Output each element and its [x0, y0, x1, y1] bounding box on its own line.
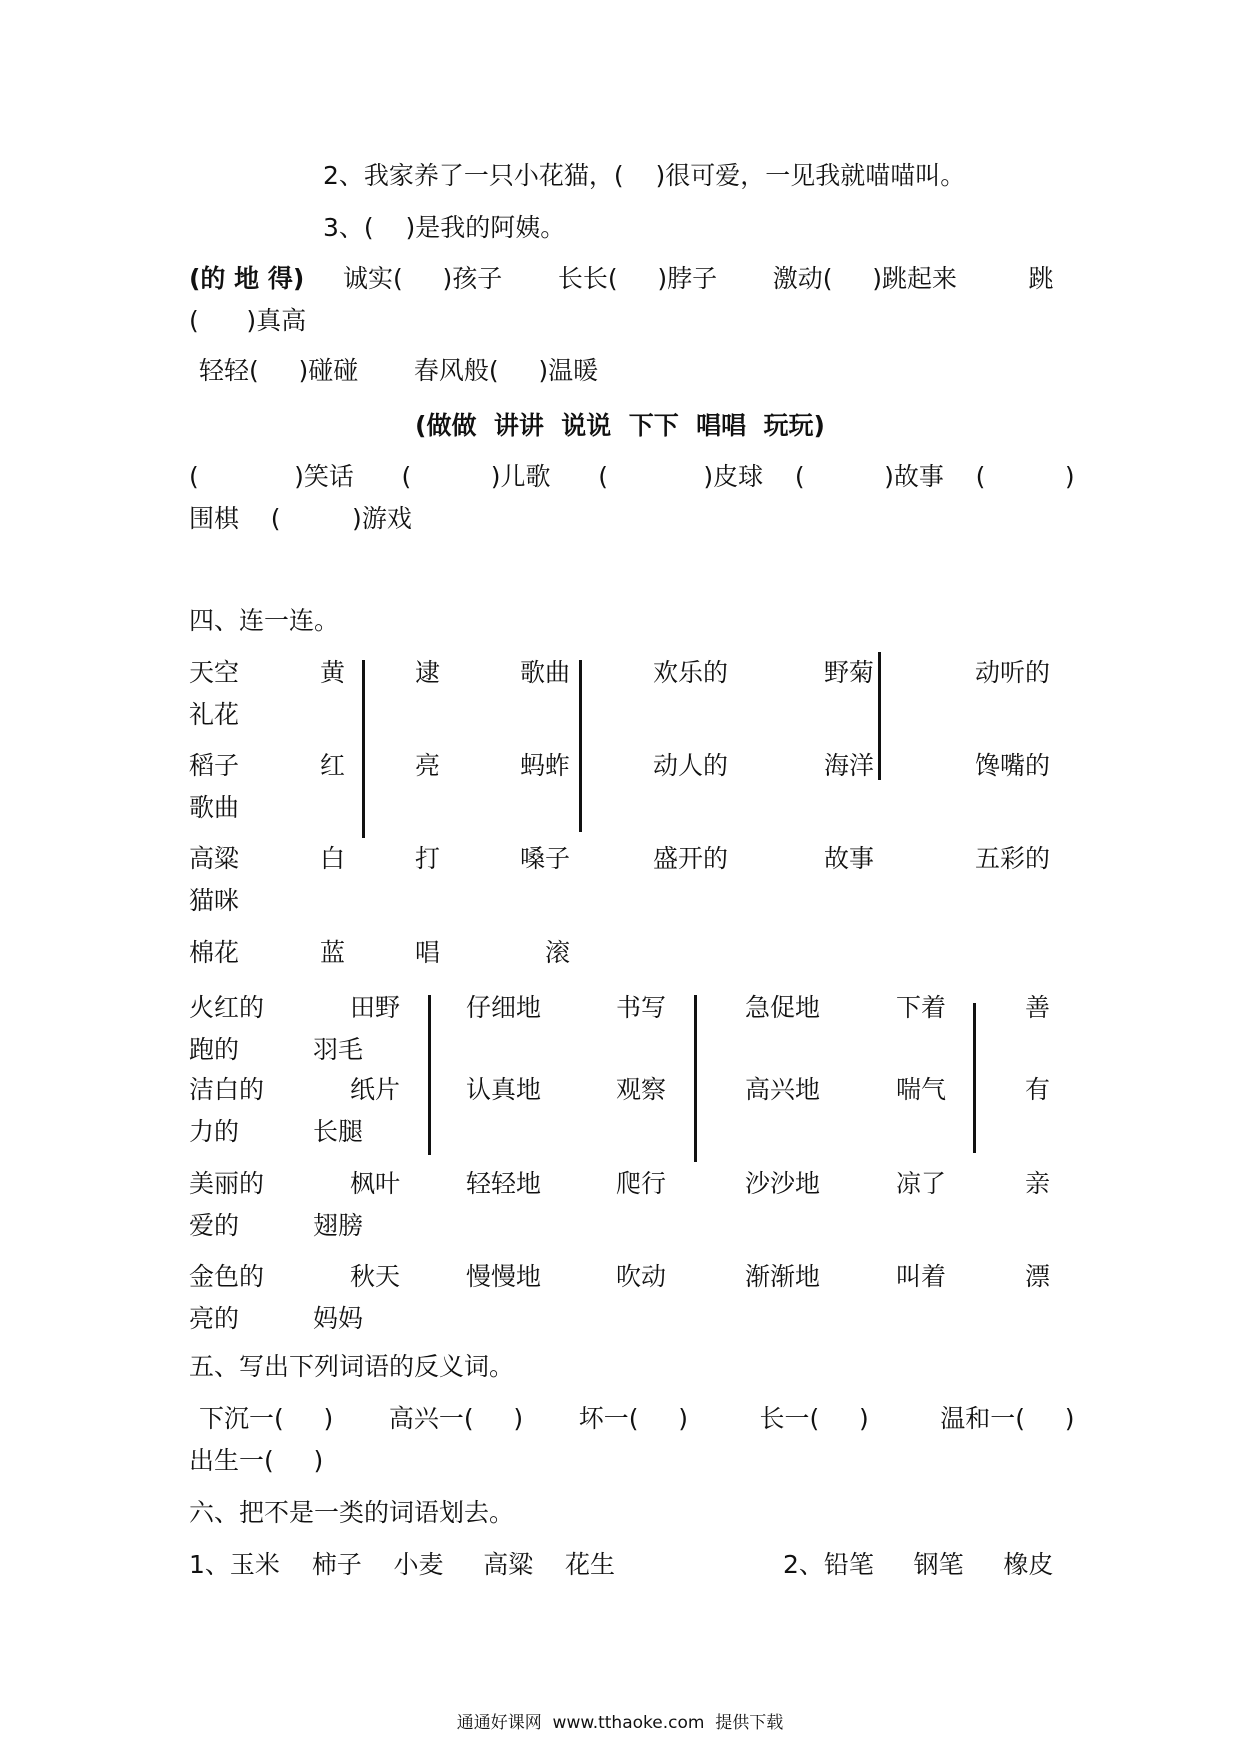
- match-word: 羽毛: [313, 1035, 364, 1064]
- match-word: 高粱: [189, 844, 240, 873]
- match-word: 纸片: [349, 1075, 400, 1104]
- match-word: 爱的: [189, 1211, 240, 1240]
- divider-line: [428, 995, 431, 1155]
- match-word: 高兴地: [745, 1075, 821, 1104]
- match-word: 欢乐的: [653, 658, 729, 687]
- match-word: 吹动: [615, 1262, 666, 1291]
- divider-line: [362, 660, 365, 838]
- match-word: 猫咪: [189, 886, 240, 915]
- section5-row1: 下沉一( ) 高兴一( ) 坏一( ) 长一( ) 温和一( ): [199, 1404, 1075, 1433]
- section4-title: 四、连一连。: [189, 606, 340, 635]
- section6-title: 六、把不是一类的词语划去。: [189, 1498, 515, 1527]
- de-di-de-row3: 轻轻( )碰碰 春风般( )温暖: [199, 356, 599, 385]
- match-word: 翅膀: [313, 1211, 364, 1240]
- section5-row2: 出生一( ): [189, 1446, 324, 1475]
- section6-row1-right: 2、铅笔 钢笔 橡皮: [783, 1550, 1054, 1579]
- match-word: 亮的: [189, 1304, 240, 1333]
- section6-row1-left: 1、玉米 柿子 小麦 高粱 花生: [189, 1550, 616, 1579]
- match-word: 金色的: [189, 1262, 265, 1291]
- match-word: 歌曲: [519, 658, 570, 687]
- match-word: 棉花: [189, 938, 240, 967]
- match-word: 亲: [1024, 1169, 1050, 1198]
- match-word: 爬行: [615, 1169, 666, 1198]
- match-word: 渐渐地: [745, 1262, 821, 1291]
- match-word: 逮: [415, 658, 441, 687]
- match-word: 白: [319, 844, 345, 873]
- match-word: 嗓子: [519, 844, 570, 873]
- match-word: 野菊: [823, 658, 874, 687]
- verbs-row1: ( )笑话 ( )儿歌 ( )皮球 ( )故事 ( ): [189, 462, 1075, 491]
- de-di-de-row2: ( )真高: [189, 306, 307, 335]
- match-word: 观察: [615, 1075, 666, 1104]
- match-word: 有: [1024, 1075, 1050, 1104]
- match-word: 蚂蚱: [519, 751, 570, 780]
- sentence-2: 2、我家养了一只小花猫，( )很可爱，一见我就喵喵叫。: [323, 161, 966, 190]
- match-word: 美丽的: [189, 1169, 265, 1198]
- de-di-de-row1: 诚实( )孩子 长长( )脖子 激动( )跳起来 跳: [343, 264, 1054, 293]
- footer-credit: 通通好课网 www.tthaoke.com 提供下载: [456, 1713, 784, 1733]
- verbs-label: (做做 讲讲 说说 下下 唱唱 玩玩): [415, 411, 825, 440]
- match-word: 海洋: [823, 751, 874, 780]
- divider-line: [694, 995, 697, 1162]
- match-word: 天空: [189, 658, 240, 687]
- match-word: 馋嘴的: [974, 751, 1050, 780]
- match-word: 喘气: [895, 1075, 946, 1104]
- match-word: 漂: [1024, 1262, 1050, 1291]
- match-word: 轻轻地: [466, 1169, 542, 1198]
- match-word: 秋天: [349, 1262, 400, 1291]
- match-word: 滚: [544, 938, 570, 967]
- match-word: 力的: [189, 1117, 240, 1146]
- match-word: 盛开的: [653, 844, 729, 873]
- divider-line: [579, 660, 582, 832]
- match-word: 长腿: [313, 1117, 364, 1146]
- match-word: 唱: [415, 938, 441, 967]
- divider-line: [878, 652, 881, 780]
- match-word: 叫着: [895, 1262, 946, 1291]
- match-word: 认真地: [466, 1075, 542, 1104]
- match-word: 火红的: [189, 993, 265, 1022]
- match-word: 动听的: [974, 658, 1050, 687]
- match-word: 跑的: [189, 1035, 240, 1064]
- match-word: 动人的: [653, 751, 729, 780]
- match-word: 亮: [415, 751, 441, 780]
- match-word: 田野: [349, 993, 400, 1022]
- match-word: 五彩的: [974, 844, 1050, 873]
- match-word: 红: [319, 751, 345, 780]
- match-word: 打: [415, 844, 441, 873]
- sentence-3: 3、( )是我的阿姨。: [323, 213, 566, 242]
- match-word: 洁白的: [189, 1075, 265, 1104]
- match-word: 沙沙地: [745, 1169, 821, 1198]
- match-word: 故事: [823, 844, 874, 873]
- section5-title: 五、写出下列词语的反义词。: [189, 1352, 515, 1381]
- match-word: 妈妈: [313, 1304, 364, 1333]
- match-word: 蓝: [319, 938, 345, 967]
- match-word: 慢慢地: [466, 1262, 542, 1291]
- match-word: 书写: [615, 993, 666, 1022]
- match-word: 下着: [895, 993, 946, 1022]
- match-word: 礼花: [189, 700, 240, 729]
- match-word: 凉了: [895, 1169, 946, 1198]
- verbs-row2: 围棋 ( )游戏: [189, 504, 412, 533]
- match-word: 枫叶: [349, 1169, 400, 1198]
- de-di-de-label: (的 地 得): [189, 264, 305, 293]
- match-word: 稻子: [189, 751, 240, 780]
- match-word: 黄: [319, 658, 345, 687]
- match-word: 歌曲: [189, 793, 240, 822]
- match-word: 善: [1024, 993, 1050, 1022]
- match-word: 急促地: [745, 993, 821, 1022]
- divider-line: [973, 1003, 976, 1153]
- match-word: 仔细地: [466, 993, 542, 1022]
